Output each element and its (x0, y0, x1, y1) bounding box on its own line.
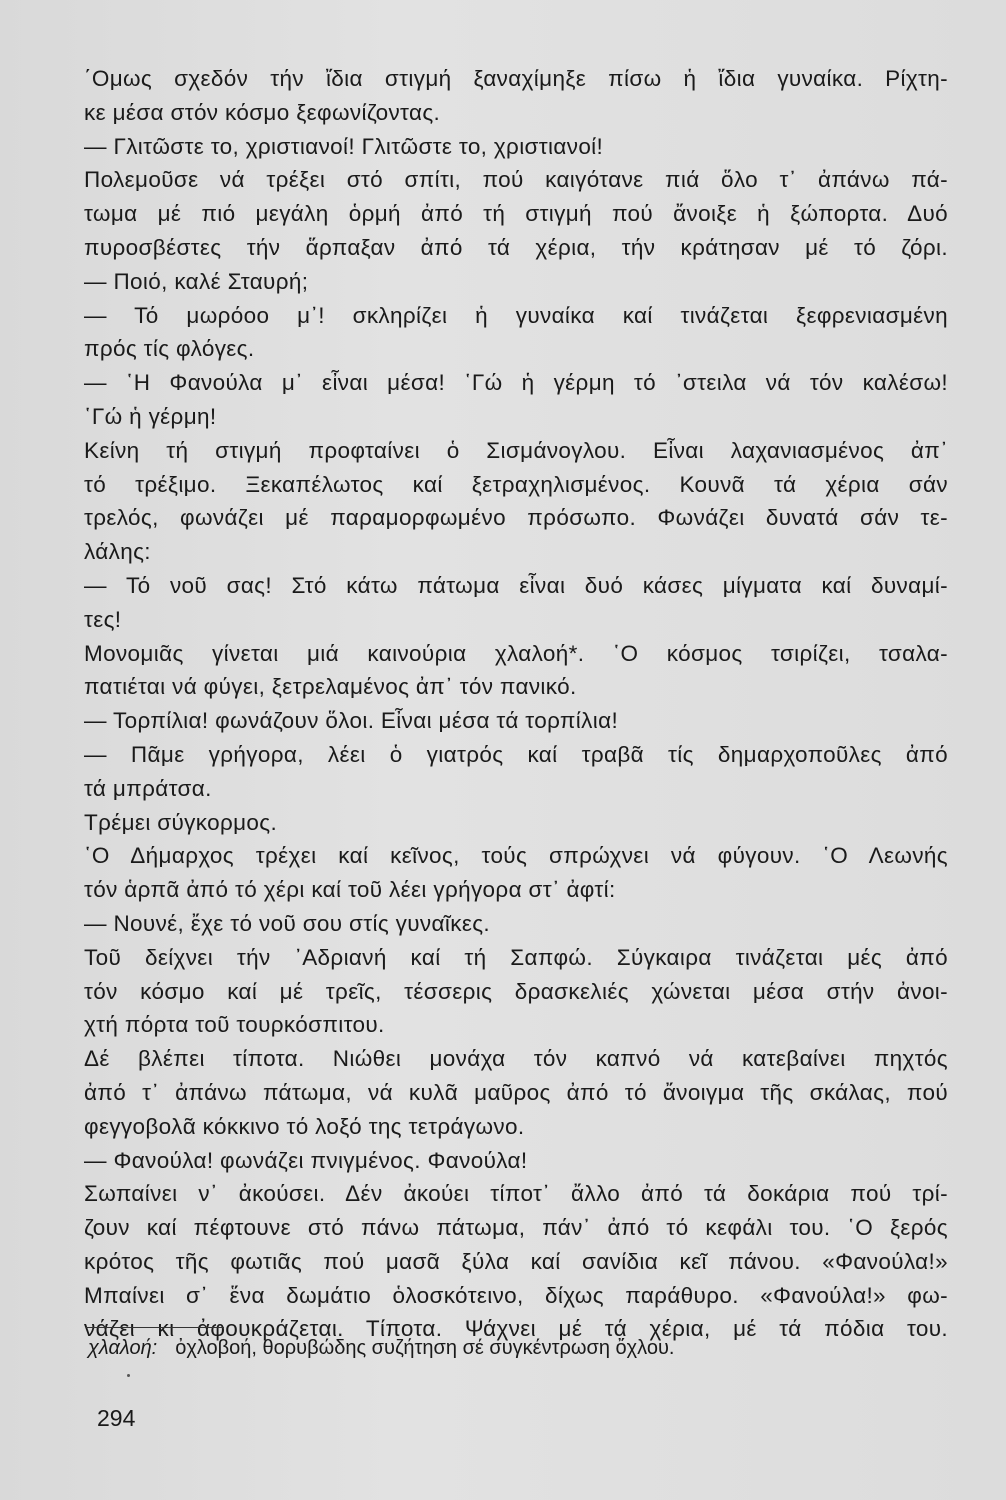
text-line: — Τό μωρόοο μ᾿! σκληρίζει ἡ γυναίκα καί τινάζεται ξεφρενιασμένη (84, 302, 948, 328)
text-line: Σωπαίνει ν᾿ ἀκούσει. Δέν ἀκούει τίποτ᾿ ἄλλο ἀπό τά δοκάρια πού τρί- (84, 1181, 948, 1207)
footnote-divider (86, 1327, 224, 1328)
ink-dot (127, 1374, 130, 1377)
text-line: ἀπό τ᾿ ἀπάνω πάτωμα, νά κυλᾶ μαῦρος ἀπό τό ἄνοιγμα τῆς σκάλας, πού (84, 1079, 948, 1105)
text-line: ζουν καί πέφτουνε στό πάνω πάτωμα, πάν᾿ ἀπό τό κεφάλι του. ῾Ο ξερός (84, 1215, 948, 1241)
text-line: λάλης: (84, 539, 151, 565)
text-line: — ῾Η Φανούλα μ᾿ εἶναι μέσα! ῾Γώ ἡ γέρμη τό ᾿στειλα νά τόν καλέσω! (84, 370, 948, 396)
text-line: Τοῦ δείχνει τήν ᾿Αδριανή καί τή Σαπφώ. Σύγκαιρα τινάζεται μές ἀπό (84, 944, 948, 970)
text-line: πατιέται νά φύγει, ξετρελαμένος ἀπ᾿ τόν πανικό. (84, 674, 577, 700)
text-line: Μονομιᾶς γίνεται μιά καινούρια χλαλοή*. ῾Ο κόσμος τσιρίζει, τσαλα- (84, 640, 948, 666)
footnote (88, 1334, 674, 1362)
text-line: τόν κόσμο καί μέ τρεῖς, τέσσερις δρασκελιές χώνεται μέσα στήν ἀνοι- (84, 978, 948, 1004)
text-line: τό τρέξιμο. Ξεκαπέλωτος καί ξετραχηλισμένος. Κουνᾶ τά χέρια σάν (84, 471, 948, 497)
text-line: — Τορπίλια! φωνάζουν ὅλοι. Εἶναι μέσα τά τορπίλια! (84, 708, 619, 734)
text-line: Πολεμοῦσε νά τρέξει στό σπίτι, πού καιγότανε πιά ὅλο τ᾿ ἀπάνω πά- (84, 167, 948, 193)
text-line: — Πᾶμε γρήγορα, λέει ὁ γιατρός καί τραβᾶ τίς δημαρχοποῦλες ἀπό (84, 741, 948, 767)
text-line: — Γλιτῶστε το, χριστιανοί! Γλιτῶστε το, χριστιανοί! (84, 133, 604, 159)
text-line: κρότος τῆς φωτιᾶς πού μασᾶ ξύλα καί σανίδια κεῖ πάνου. «Φανούλα!» (84, 1248, 948, 1274)
text-line: Δέ βλέπει τίποτα. Νιώθει μονάχα τόν καπνό νά κατεβαίνει πηχτός (84, 1046, 948, 1072)
text-line: — Τό νοῦ σας! Στό κάτω πάτωμα εἶναι δυό κάσες μίγματα καί δυναμί- (84, 572, 948, 598)
text-line: πυροσβέστες τήν ἅρπαξαν ἀπό τά χέρια, τήν κράτησαν μέ τό ζόρι. (84, 234, 948, 260)
text-line: — Φανούλα! φωνάζει πνιγμένος. Φανούλα! (84, 1147, 528, 1173)
text-line: χτή πόρτα τοῦ τουρκόσπιτου. (84, 1012, 385, 1038)
body-text (84, 62, 948, 1346)
footnote-term: χλαλοή: (88, 1337, 158, 1359)
text-line: ῾Γώ ἡ γέρμη! (84, 403, 217, 429)
text-line: νάζει κι ἀφουκράζεται. Τίποτα. Ψάχνει μέ τά χέρια, μέ τά πόδια του. (84, 1316, 948, 1342)
text-line: φεγγοβολᾶ κόκκινο τό λοξό της τετράγωνο. (84, 1113, 525, 1139)
text-line: — Ποιό, καλέ Σταυρή; (84, 268, 309, 294)
text-line: Τρέμει σύγκορμος. (84, 809, 278, 835)
page-number: 294 (97, 1405, 136, 1431)
text-line: τά μπράτσα. (84, 775, 212, 801)
text-line: πρός τίς φλόγες. (84, 336, 255, 362)
text-line: ῾Ο Δήμαρχος τρέχει καί κεῖνος, τούς σπρώχνει νά φύγουν. ῾Ο Λεωνής (84, 843, 948, 869)
text-line: τόν ἁρπᾶ ἀπό τό χέρι καί τοῦ λέει γρήγορα στ᾿ ἀφτί: (84, 877, 616, 903)
text-line: τωμα μέ πιό μεγάλη ὁρμή ἀπό τή στιγμή πού ἄνοιξε ἡ ξώπορτα. Δυό (84, 201, 948, 227)
text-line: τες! (84, 606, 122, 632)
text-line: ΄Ομως σχεδόν τήν ἴδια στιγμή ξαναχίμηξε πίσω ἡ ἴδια γυναίκα. Ρίχτη- (84, 66, 948, 91)
text-line: τρελός, φωνάζει μέ παραμορφωμένο πρόσωπο. Φωνάζει δυνατά σάν τε- (84, 505, 948, 531)
text-line: — Νουνέ, ἔχε τό νοῦ σου στίς γυναῖκες. (84, 910, 491, 936)
text-line: Κείνη τή στιγμή προφταίνει ὁ Σισμάνογλου. Εἶναι λαχανιασμένος ἀπ᾿ (84, 437, 948, 463)
footnote-definition: ὀχλοβοή, θορυβώδης συζήτηση σέ συγκέντρωση ὄχλου. (175, 1337, 675, 1359)
text-line: κε μέσα στόν κόσμο ξεφωνίζοντας. (84, 99, 441, 125)
text-line: Μπαίνει σ᾿ ἕνα δωμάτιο ὁλοσκότεινο, δίχως παράθυρο. «Φανούλα!» φω- (84, 1282, 948, 1308)
